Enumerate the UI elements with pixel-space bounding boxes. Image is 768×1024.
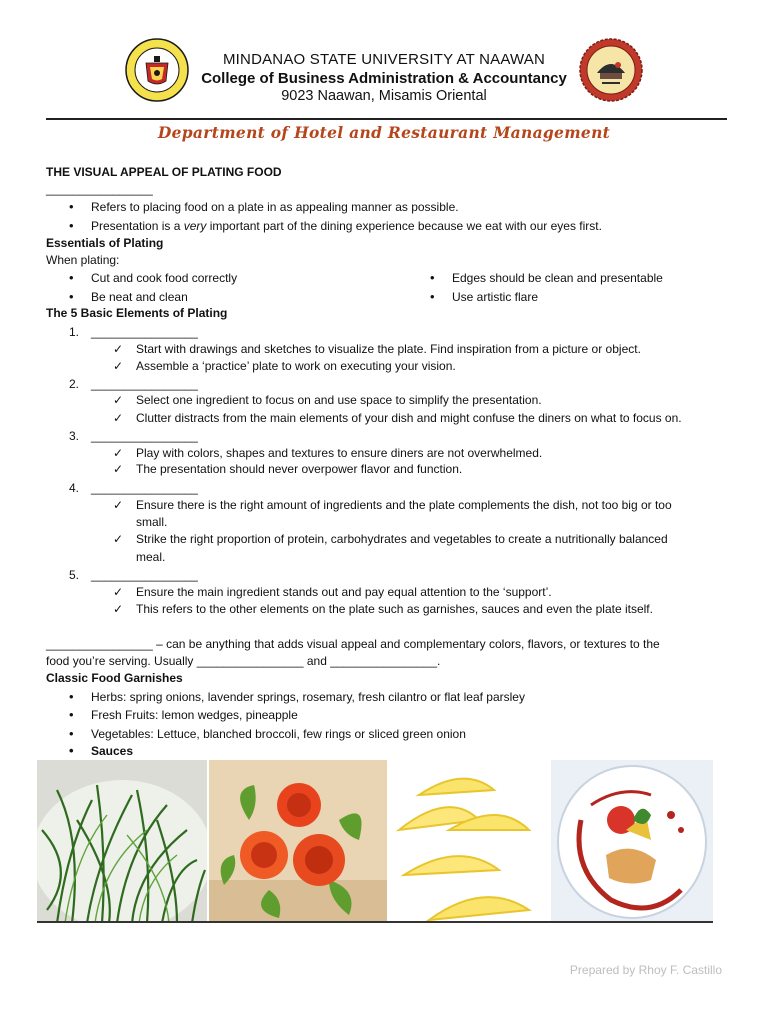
essentials-heading: Essentials of Plating bbox=[46, 236, 164, 250]
check-icon: ✓ bbox=[113, 498, 124, 512]
element-number: 4. bbox=[69, 481, 80, 495]
element-blank: ________________ bbox=[91, 481, 198, 495]
element-blank: ________________ bbox=[91, 429, 198, 443]
element-point-cont: small. bbox=[136, 515, 168, 529]
prepared-by-footer: Prepared by Rhoy F. Castillo bbox=[569, 963, 722, 977]
element-blank: ________________ bbox=[91, 377, 198, 391]
element-number: 3. bbox=[69, 429, 80, 443]
intro-item-2: • Presentation is a very important part of the dining experience because we eat with our eyes first. bbox=[91, 219, 602, 233]
garnish-item-vegetables: • Vegetables: Lettuce, blanched broccoli, few rings or sliced green onion bbox=[91, 727, 466, 741]
element-point: Select one ingredient to focus on and use space to simplify the presentation. bbox=[136, 393, 542, 407]
garnish-item-sauces: • Sauces bbox=[91, 744, 133, 758]
element-point: The presentation should never overpower flavor and function. bbox=[136, 462, 463, 476]
check-icon: ✓ bbox=[113, 532, 124, 546]
element-number: 1. bbox=[69, 325, 80, 339]
element-point-cont: meal. bbox=[136, 550, 166, 564]
check-icon: ✓ bbox=[113, 602, 124, 616]
check-icon: ✓ bbox=[113, 342, 124, 356]
check-icon: ✓ bbox=[113, 393, 124, 407]
element-point: This refers to the other elements on the plate such as garnishes, sauces and even the plate itself. bbox=[136, 602, 653, 616]
check-icon: ✓ bbox=[113, 411, 124, 425]
plated-dish-photo bbox=[551, 760, 713, 923]
garnish-definition-line-1: ________________ – can be anything that adds visual appeal and complementary colors, flavors, or textures to the bbox=[46, 637, 660, 651]
element-point: Clutter distracts from the main elements of your dish and might confuse the diners on what to focus on. bbox=[136, 411, 682, 425]
elements-heading: The 5 Basic Elements of Plating bbox=[46, 306, 228, 320]
element-point: Assemble a ‘practice’ plate to work on executing your vision. bbox=[136, 359, 456, 373]
intro-item-1: • Refers to placing food on a plate in as appealing manner as possible. bbox=[91, 200, 459, 214]
element-number: 2. bbox=[69, 377, 80, 391]
garnish-heading: Classic Food Garnishes bbox=[46, 671, 183, 685]
element-blank: ________________ bbox=[91, 325, 198, 339]
tomato-rose-garnish-photo bbox=[209, 760, 387, 923]
header-divider bbox=[46, 118, 727, 120]
doc-title: THE VISUAL APPEAL OF PLATING FOOD bbox=[46, 165, 282, 179]
garnish-item-herbs: • Herbs: spring onions, lavender springs, rosemary, fresh cilantro or flat leaf parsley bbox=[91, 690, 525, 704]
department-name: Department of Hotel and Restaurant Management bbox=[157, 123, 611, 142]
essential-left-1: • Cut and cook food correctly bbox=[91, 271, 237, 285]
element-point: Play with colors, shapes and textures to ensure diners are not overwhelmed. bbox=[136, 446, 543, 460]
element-number: 5. bbox=[69, 568, 80, 582]
lemon-wedges-photo bbox=[389, 760, 549, 923]
check-icon: ✓ bbox=[113, 462, 124, 476]
when-plating-label: When plating: bbox=[46, 253, 120, 267]
title-blank: ________________ bbox=[46, 182, 153, 196]
spring-onion-photo bbox=[37, 760, 207, 923]
check-icon: ✓ bbox=[113, 446, 124, 460]
address: 9023 Naawan, Misamis Oriental bbox=[281, 88, 487, 104]
essential-right-2: • Use artistic flare bbox=[452, 290, 538, 304]
garnish-item-fruits: • Fresh Fruits: lemon wedges, pineapple bbox=[91, 708, 298, 722]
college-name: College of Business Administration & Accountancy bbox=[201, 70, 567, 87]
element-point: Ensure the main ingredient stands out and pay equal attention to the ‘support’. bbox=[136, 585, 552, 599]
garnish-definition-line-2: food you’re serving. Usually ________________ and ________________. bbox=[46, 654, 441, 668]
check-icon: ✓ bbox=[113, 585, 124, 599]
essential-right-1: • Edges should be clean and presentable bbox=[452, 271, 663, 285]
photo-strip-baseline bbox=[37, 921, 713, 923]
university-name: MINDANAO STATE UNIVERSITY AT NAAWAN bbox=[222, 51, 546, 68]
element-point: Start with drawings and sketches to visualize the plate. Find inspiration from a picture or object. bbox=[136, 342, 641, 356]
essential-left-2: • Be neat and clean bbox=[91, 290, 188, 304]
element-point: Ensure there is the right amount of ingredients and the plate complements the dish, not too big or too bbox=[136, 498, 672, 512]
check-icon: ✓ bbox=[113, 359, 124, 373]
element-point: Strike the right proportion of protein, carbohydrates and vegetables to create a nutritionally balanced bbox=[136, 532, 668, 546]
element-blank: ________________ bbox=[91, 568, 198, 582]
